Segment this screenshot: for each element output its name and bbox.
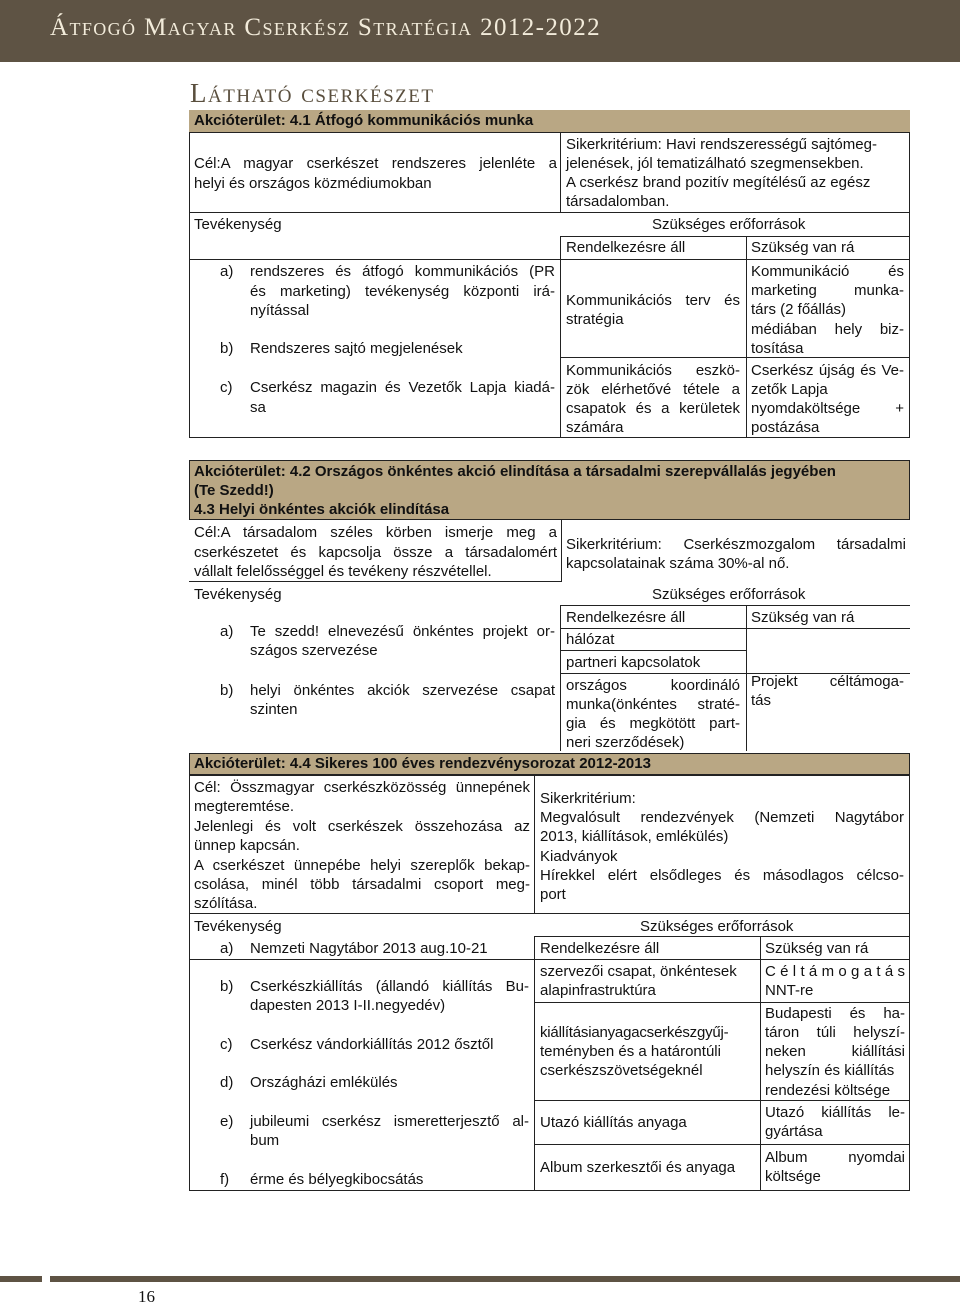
goal-text: csolása, minél több társadalmi csoport meg- <box>194 876 530 893</box>
criterion-text: port <box>540 886 566 903</box>
action-area-title: Akcióterület: 4.2 Országos önkéntes akció elindítása a társadalmi szerepvállalás jegyében <box>194 463 836 480</box>
available-label: Rendelkezésre áll <box>566 609 686 626</box>
section-title: Látható cserkészet <box>190 78 435 108</box>
available-text: számára <box>566 419 624 436</box>
item-letter: e) <box>220 1113 234 1130</box>
available-text: alapinfrastruktúra <box>540 982 656 999</box>
action-area-title: Akcióterület: 4.4 Sikeres 100 éves rendezvénysorozat 2012-2013 <box>194 755 651 772</box>
needed-text: Utazó kiállítás le- <box>765 1104 905 1121</box>
divider <box>534 936 535 1191</box>
divider <box>560 357 910 358</box>
item-letter: a) <box>220 623 234 640</box>
document-title: Átfogó Magyar Cserkész Stratégia 2012-2022 <box>50 14 601 41</box>
item-text: érme és bélyegkibocsátás <box>250 1171 424 1188</box>
available-text: Kommunikációs eszkö- <box>566 362 740 379</box>
criterion-text: Sikerkritérium: Havi rendszerességű sajtómeg- <box>566 136 877 153</box>
item-text: és marketing) tevékenység központi irá- <box>250 283 555 300</box>
available-text: országos koordináló <box>566 677 740 694</box>
available-text: szervezői csapat, önkéntesek <box>540 963 737 980</box>
available-text: kiállításianyagacserkészgyűj- <box>540 1024 729 1041</box>
criterion-text: kapcsolatainak száma 30%-al nő. <box>566 555 790 572</box>
needed-label: Szükség van rá <box>751 239 855 256</box>
item-text: sa <box>250 399 266 416</box>
divider <box>189 913 910 914</box>
divider <box>560 236 561 438</box>
item-text: helyi önkéntes akciók szervezése csapat <box>250 682 555 699</box>
needed-text: postázása <box>751 419 820 436</box>
available-text: stratégia <box>566 311 624 328</box>
available-text: teményben és a határontúli <box>540 1043 721 1060</box>
goal-text: cserkészetet és kapcsolja össze a társadalomért <box>194 544 557 561</box>
needed-text: C é l t á m o g a t á s <box>765 963 905 980</box>
item-text: rendszeres és átfogó kommunikációs (PR <box>250 263 555 280</box>
goal-text: A cserkészet ünnepébe helyi szereplők bekap- <box>194 857 530 874</box>
item-text: Cserkészkiállítás (állandó kiállítás Bu- <box>250 978 529 995</box>
resources-label: Szükséges erőforrások <box>640 918 794 935</box>
available-text: neri szerződések) <box>566 734 685 751</box>
divider <box>560 628 910 629</box>
goal-text: Cél:A magyar cserkészet rendszeres jelenléte a <box>194 155 557 172</box>
action-area-title: Akcióterület: 4.1 Átfogó kommunikációs munka <box>194 112 534 129</box>
activity-label: Tevékenység <box>194 216 282 233</box>
needed-text: Cserkész újság és Ve- <box>751 362 904 379</box>
criterion-text: A cserkész brand pozitív megítélésű az egész <box>566 174 871 191</box>
available-text: Utazó kiállítás anyaga <box>540 1114 687 1131</box>
available-text: csapatok és a kerületek <box>566 400 740 417</box>
available-text: gia és megkötött part- <box>566 715 740 732</box>
criterion-text: társadalomban. <box>566 193 670 210</box>
item-letter: b) <box>220 340 234 357</box>
needed-text: nyomdaköltsége + <box>751 400 904 417</box>
needed-text: helyszín és kiállítás <box>765 1062 895 1079</box>
item-text: Cserkész magazin és Vezetők Lapja kiadá- <box>250 379 555 396</box>
item-text: Országházi emlékülés <box>250 1074 398 1091</box>
available-text: partneri kapcsolatok <box>566 654 701 671</box>
item-letter: a) <box>220 940 234 957</box>
divider <box>746 236 747 438</box>
needed-text: tosítása <box>751 340 804 357</box>
item-letter: b) <box>220 682 234 699</box>
available-text: hálózat <box>566 631 615 648</box>
criterion-text: Hírekkel elért elsődleges és másodlagos célcso- <box>540 867 904 884</box>
divider <box>189 259 910 260</box>
item-text: Rendszeres sajtó megjelenések <box>250 340 463 357</box>
available-text: zök elérhetővé tétele a <box>566 381 740 398</box>
needed-text: zetők Lapja <box>751 381 828 398</box>
available-text: munka(önkéntes straté- <box>566 696 740 713</box>
available-label: Rendelkezésre áll <box>566 239 686 256</box>
divider <box>560 650 746 651</box>
divider <box>746 605 747 751</box>
item-text: szágos szervezése <box>250 642 378 659</box>
activity-label: Tevékenység <box>194 586 282 603</box>
available-text: cserkészszövetségeknél <box>540 1062 703 1079</box>
available-text: Kommunikációs terv és <box>566 292 740 309</box>
action-area-title: 4.3 Helyi önkéntes akciók elindítása <box>194 501 450 518</box>
divider <box>534 775 535 913</box>
needed-text: Projekt céltámoga- <box>751 673 904 690</box>
divider <box>534 1144 910 1145</box>
needed-text: gyártása <box>765 1123 823 1140</box>
needed-text: költsége <box>765 1168 821 1185</box>
item-text: bum <box>250 1132 280 1149</box>
needed-text: társ (2 főállás) <box>751 301 847 318</box>
item-letter: f) <box>220 1171 230 1188</box>
criterion-text: Sikerkritérium: Cserkészmozgalom társadalmi <box>566 536 906 553</box>
needed-text: rendezési költsége <box>765 1082 891 1099</box>
goal-text: Jelenlegi és volt cserkészek összehozása az <box>194 818 530 835</box>
criterion-text: Kiadványok <box>540 848 618 865</box>
goal-text: ünnep kapcsán. <box>194 837 300 854</box>
needed-text: Budapesti és ha- <box>765 1005 905 1022</box>
needed-label: Szükség van rá <box>765 940 869 957</box>
divider <box>560 236 910 237</box>
action-area-title: (Te Szedd!) <box>194 482 274 499</box>
divider <box>534 1002 910 1003</box>
footer-bar <box>50 1276 960 1282</box>
available-label: Rendelkezésre áll <box>540 940 660 957</box>
item-letter: a) <box>220 263 234 280</box>
item-text: Nemzeti Nagytábor 2013 aug.10-21 <box>250 940 488 957</box>
item-letter: c) <box>220 379 233 396</box>
item-text: dapesten 2013 I-II.negyedév) <box>250 997 446 1014</box>
criterion-text: Megvalósult rendezvények (Nemzeti Nagytábor <box>540 809 904 826</box>
goal-text: megteremtése. <box>194 798 295 815</box>
item-text: Te szedd! elnevezésű önkéntes projekt or- <box>250 623 555 640</box>
item-letter: d) <box>220 1074 234 1091</box>
item-text: Cserkész vándorkiállítás 2012 ősztől <box>250 1036 494 1053</box>
divider <box>560 132 561 212</box>
activity-label: Tevékenység <box>194 918 282 935</box>
needed-text: tás <box>751 692 772 709</box>
divider <box>560 605 910 606</box>
item-text: jubileumi cserkész ismeretterjesztő al- <box>250 1113 529 1130</box>
needed-text: neken kiállítási <box>765 1043 905 1060</box>
needed-text: táron túli helyszí- <box>765 1024 905 1041</box>
divider <box>189 959 910 960</box>
divider <box>760 936 761 1191</box>
needed-text: Album nyomdai <box>765 1149 905 1166</box>
page-number: 16 <box>138 1287 155 1306</box>
needed-text: NNT-re <box>765 982 814 999</box>
available-text: Album szerkesztői és anyaga <box>540 1159 736 1176</box>
item-text: nyítással <box>250 302 310 319</box>
footer-bar <box>0 1276 42 1282</box>
needed-text: médiában hely biz- <box>751 321 904 338</box>
goal-text: szólítása. <box>194 895 258 912</box>
goal-text: vállalt felelősséggel és tevékeny részvétellel. <box>194 563 492 580</box>
criterion-text: 2013, kiállítások, emlékülés) <box>540 828 729 845</box>
criterion-text: jelenések, jól tematizálható szegmensekben. <box>566 155 864 172</box>
goal-text: helyi és országos közmédiumokban <box>194 175 432 192</box>
resources-label: Szükséges erőforrások <box>652 216 806 233</box>
header-bar <box>0 0 960 62</box>
divider <box>560 605 561 751</box>
criterion-text: Sikerkritérium: <box>540 790 636 807</box>
divider <box>561 520 562 582</box>
needed-label: Szükség van rá <box>751 609 855 626</box>
needed-text: Kommunikáció és <box>751 263 904 280</box>
goal-text: Cél: Összmagyar cserkészközösség ünnepének <box>194 779 530 796</box>
item-letter: c) <box>220 1036 233 1053</box>
divider <box>189 212 910 213</box>
goal-text: Cél:A társadalom széles körben ismerje meg a <box>194 524 557 541</box>
resources-label: Szükséges erőforrások <box>652 586 806 603</box>
item-letter: b) <box>220 978 234 995</box>
needed-text: marketing munka- <box>751 282 904 299</box>
item-text: szinten <box>250 701 298 718</box>
